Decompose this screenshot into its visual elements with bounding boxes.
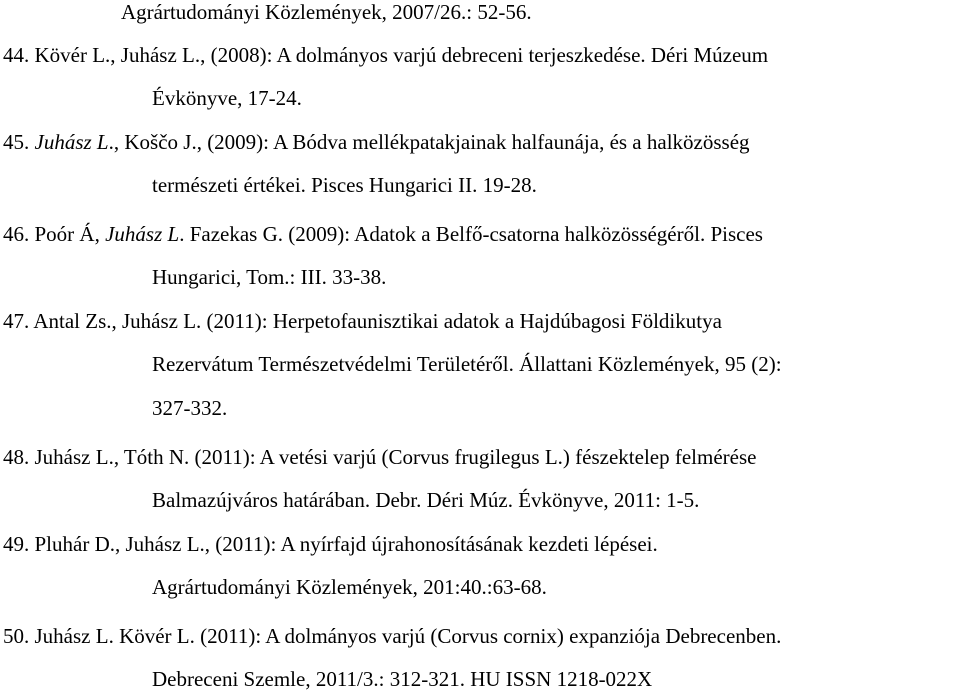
ref-46-line-1 bbox=[3, 222, 763, 246]
ref-48-line-1: 48. Juhász L., Tóth N. (2011): A vetési varjú (Corvus frugilegus L.) fészektelep felmérése bbox=[3, 445, 757, 469]
ref-49-line-2: Agrártudományi Közlemények, 201:40.:63-68. bbox=[152, 575, 547, 599]
ref-50-line-1: 50. Juhász L. Kövér L. (2011): A dolmányos varjú (Corvus cornix) expanziója Debrecenben. bbox=[3, 624, 782, 648]
ref-44-line-2: Évkönyve, 17-24. bbox=[152, 86, 302, 110]
ref-46-author-italic: Juhász L bbox=[105, 222, 180, 246]
ref-45-author-italic: Juhász L bbox=[34, 130, 109, 154]
ref-43-continuation: Agrártudományi Közlemények, 2007/26.: 52-56. bbox=[121, 0, 532, 24]
ref-46-line-2: Hungarici, Tom.: III. 33-38. bbox=[152, 265, 387, 289]
ref-45-line-2: természeti értékei. Pisces Hungarici II. 19-28. bbox=[152, 173, 537, 197]
ref-48-line-2: Balmazújváros határában. Debr. Déri Múz. Évkönyve, 2011: 1-5. bbox=[152, 488, 700, 512]
ref-44-line-1: 44. Kövér L., Juhász L., (2008): A dolmányos varjú debreceni terjeszkedése. Déri Múzeum bbox=[3, 43, 769, 67]
ref-49-line-1: 49. Pluhár D., Juhász L., (2011): A nyírfajd újrahonosításának kezdeti lépései. bbox=[3, 532, 658, 556]
ref-46-number: 46. Poór Á, bbox=[3, 222, 106, 246]
ref-45-line-1 bbox=[3, 130, 750, 154]
ref-47-line-1: 47. Antal Zs., Juhász L. (2011): Herpetofaunisztikai adatok a Hajdúbagosi Földikutya bbox=[3, 309, 722, 333]
ref-45-rest: ., Koščo J., (2009): A Bódva mellékpatakjainak halfaunája, és a halközösség bbox=[108, 130, 750, 154]
ref-47-line-2: Rezervátum Természetvédelmi Területéről. Állattani Közlemények, 95 (2): bbox=[152, 352, 782, 376]
ref-47-line-3: 327-332. bbox=[152, 396, 228, 420]
ref-50-line-2: Debreceni Szemle, 2011/3.: 312-321. HU ISSN 1218-022X bbox=[152, 667, 653, 691]
ref-46-rest: . Fazekas G. (2009): Adatok a Belfő-csatorna halközösségéről. Pisces bbox=[179, 222, 763, 246]
ref-45-number: 45. bbox=[3, 130, 35, 154]
